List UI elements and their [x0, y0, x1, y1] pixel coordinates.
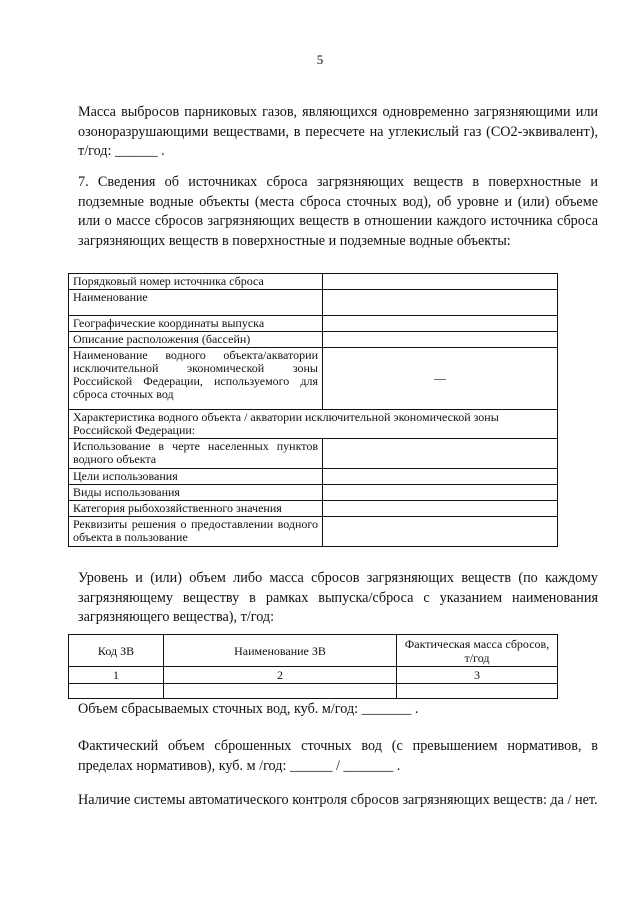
column-header: Наименование ЗВ: [164, 635, 397, 667]
table-row: [69, 684, 558, 699]
discharge-source-table: [68, 273, 558, 547]
column-number: 3: [397, 667, 558, 684]
pollutant-mass-table: [68, 634, 558, 699]
section-7-heading: 7. Сведения об источниках сброса загрязняющих веществ в поверхностные и подземные водные объекты (места сброса сточных вод), об уровне и (или) объеме или о массе сбросов загрязняющих веществ в отношении каждого источника сброса загрязняющих веществ в поверхностные и подземные водные объекты:: [78, 174, 598, 249]
row-label: Порядковый номер источника сброса: [69, 274, 323, 290]
table-row: [69, 348, 558, 410]
row-label: Наименование: [69, 290, 323, 316]
column-header: Код ЗВ: [69, 635, 164, 667]
table-row: [69, 485, 558, 501]
table-row: [69, 439, 558, 469]
table-row: [69, 410, 558, 439]
row-value: [323, 485, 558, 501]
table-row: [69, 667, 558, 684]
table-row: [69, 517, 558, 547]
row-value: [323, 316, 558, 332]
table-row: [69, 290, 558, 316]
column-header: Фактическая масса сбросов, т/год: [397, 635, 558, 667]
row-value: [323, 332, 558, 348]
table-row: [69, 316, 558, 332]
row-label: Использование в черте населенных пунктов водного объекта: [69, 439, 323, 469]
table-cell: [164, 684, 397, 699]
row-label: Наименование водного объекта/акватории исключительной экономической зоны Российской Федерации, используемого для сброса сточных вод: [69, 348, 323, 410]
row-label: Географические координаты выпуска: [69, 316, 323, 332]
wastewater-volume-line: Объем сбрасываемых сточных вод, куб. м/год: _______ .: [78, 701, 419, 717]
table-row: [69, 332, 558, 348]
table-row: [69, 469, 558, 485]
column-number: 2: [164, 667, 397, 684]
table-row: [69, 501, 558, 517]
row-label: Реквизиты решения о предоставлении водного объекта в пользование: [69, 517, 323, 547]
characteristic-header: Характеристика водного объекта / акватории исключительной экономической зоны Российской Федерации:: [69, 410, 558, 439]
row-value: [323, 274, 558, 290]
row-value: [323, 290, 558, 316]
table-row: [69, 274, 558, 290]
table-cell: [69, 684, 164, 699]
actual-volume-paragraph: Фактический объем сброшенных сточных вод (с превышением нормативов, в пределах нормативов), куб. м /год: ______ / _______ .: [78, 738, 598, 774]
row-value: [323, 501, 558, 517]
column-number: 1: [69, 667, 164, 684]
level-volume-paragraph: Уровень и (или) объем либо масса сбросов загрязняющих веществ (по каждому загрязняющему веществу в рамках выпуска/сброса с указанием наименования загрязняющего вещества), т/год:: [78, 570, 598, 625]
table-header-row: [69, 635, 558, 667]
ghg-mass-paragraph: Масса выбросов парниковых газов, являющихся одновременно загрязняющими или озоноразрушающими веществами, в пересчете на углекислый газ (СО2-эквивалент), т/год: ______ .: [78, 104, 598, 159]
row-label: Виды использования: [69, 485, 323, 501]
row-value: [323, 439, 558, 469]
row-value: [323, 469, 558, 485]
page-number: 5: [316, 52, 324, 67]
table-cell: [397, 684, 558, 699]
row-label: Категория рыбохозяйственного значения: [69, 501, 323, 517]
auto-control-paragraph: Наличие системы автоматического контроля сбросов загрязняющих веществ: да / нет.: [78, 792, 598, 808]
row-value: —: [323, 348, 558, 410]
row-value: [323, 517, 558, 547]
row-label: Цели использования: [69, 469, 323, 485]
row-label: Описание расположения (бассейн): [69, 332, 323, 348]
